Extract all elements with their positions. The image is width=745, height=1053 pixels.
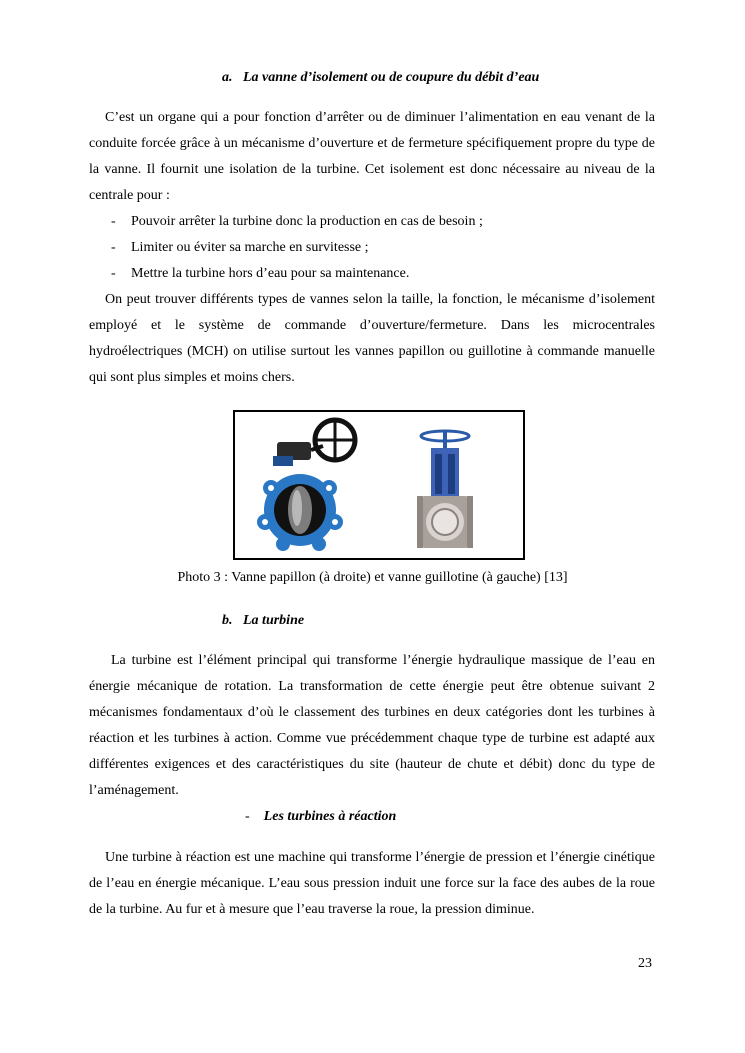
- list-item: - Mettre la turbine hors d’eau pour sa maintenance.: [111, 266, 410, 281]
- valve-purpose-list: [89, 209, 655, 287]
- section-a-paragraph-2: On peut trouver différents types de vannes selon la taille, la fonction, le mécanisme d’isolement employé et le système de commande d’ouverture/fermeture. Dans les microcentrales hydroélectriques (MCH) on utilise surtout les vannes papillon ou guillotine à commande manuelle qui sont plus simples et moins chers.: [89, 292, 655, 385]
- list-item: - Pouvoir arrêter la turbine donc la production en cas de besoin ;: [111, 214, 483, 229]
- page-number: 23: [638, 956, 652, 971]
- section-b-paragraph-1: La turbine est l’élément principal qui transforme l’énergie hydraulique massique de l’eau en énergie mécanique de rotation. La transformation de cette énergie peut être obtenue suivant 2 mécanismes fondamentaux d’où le classement des turbines en deux catégories dont les turbines à réaction et les turbines à action. Comme vue précédemment chaque type de turbine est adapté aux différentes exigences et des caractéristiques du site (hauteur de chute et débit) donc du type de l’aménagement.: [89, 653, 655, 798]
- butterfly-valve-icon: [257, 420, 355, 551]
- knife-gate-valve-icon: [417, 431, 473, 548]
- list-item: - Limiter ou éviter sa marche en survitesse ;: [111, 240, 369, 255]
- subheading-text: Les turbines à réaction: [263, 809, 397, 824]
- subheading: [245, 809, 396, 825]
- figure-caption: Photo 3 : Vanne papillon (à droite) et vanne guillotine (à gauche) [13]: [177, 570, 568, 585]
- section-a-heading: a. La vanne d’isolement ou de coupure du débit d’eau: [222, 70, 540, 85]
- valves-illustration: [235, 412, 523, 558]
- section-b-paragraph-2: Une turbine à réaction est une machine qui transforme l’énergie de pression et l’énergie cinétique de l’eau en énergie mécanique. L’eau sous pression induit une force sur la face des aubes de la roue de la turbine. Au fur et à mesure que l’eau traverse la roue, la pression diminue.: [89, 850, 655, 917]
- section-a-paragraph-1: C’est un organe qui a pour fonction d’arrêter ou de diminuer l’alimentation en eau venant de la conduite forcée grâce à un mécanisme d’ouverture et de fermeture spécifiquement propre du type de la vanne. Il fournit une isolation de la turbine. Cet isolement est donc nécessaire au niveau de la centrale pour :: [89, 110, 655, 203]
- valves-photo: [233, 410, 525, 560]
- subheading-dash: -: [245, 809, 250, 824]
- section-b-heading: b. La turbine: [222, 613, 305, 628]
